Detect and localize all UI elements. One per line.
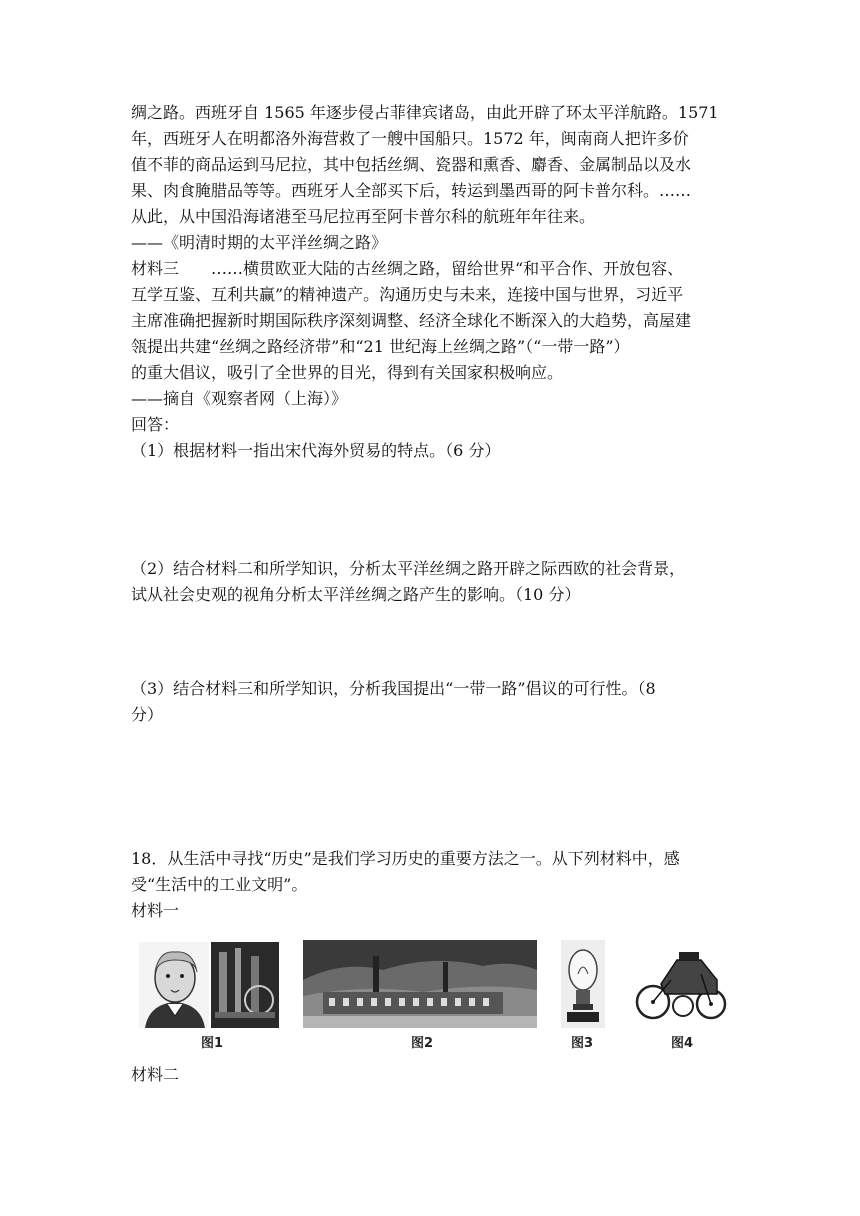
figure-3-image [561, 940, 605, 1028]
material-two-line: 值不菲的商品运到马尼拉，其中包括丝绸、瓷器和熏香、麝香、金属制品以及水 [131, 155, 692, 174]
material-one-figures [131, 938, 731, 1051]
figure-3-caption: 图3 [571, 1036, 594, 1051]
material-two-label: 材料二 [131, 1065, 180, 1084]
material-three-line: 主席准确把握新时期国际秩序深刻调整、经济全球化不断深入的大趋势，高屋建 [131, 311, 692, 330]
figure-4-caption: 图4 [671, 1036, 694, 1051]
figure-2-image [303, 940, 537, 1028]
figure-1-caption: 图1 [201, 1036, 224, 1051]
question-2-line: （2）结合材料二和所学知识，分析太平洋丝绸之路开辟之际西欧的社会背景， [131, 559, 686, 578]
figure-1-image [139, 942, 279, 1028]
material-two-line: 果、肉食腌腊品等等。西班牙人全部买下后，转运到墨西哥的阿卡普尔科。…… [131, 181, 692, 200]
question-18-line: 18．从生活中寻找“历史”是我们学习历史的重要方法之一。从下列材料中，感 [131, 849, 680, 868]
material-three-source: ——摘自《观察者网（上海）》 [131, 389, 348, 408]
material-three-line: 的重大倡议，吸引了全世界的目光，得到有关国家积极响应。 [131, 363, 564, 382]
figure-2-caption: 图2 [411, 1036, 434, 1051]
material-two-line: 绸之路。西班牙自 1565 年逐步侵占菲律宾诸岛，由此开辟了环太平洋航路。1571 [131, 103, 719, 122]
material-three-line: 互学互鉴、互利共赢”的精神遗产。沟通历史与未来，连接中国与世界，习近平 [131, 285, 684, 304]
question-1: （1）根据材料一指出宋代海外贸易的特点。（6 分） [131, 441, 501, 460]
material-two-line: 从此，从中国沿海诸港至马尼拉再至阿卡普尔科的航班年年往来。 [131, 207, 596, 226]
material-three-line: 瓴提出共建“丝绸之路经济带”和“21 世纪海上丝绸之路”（“一带一路”） [131, 337, 630, 356]
answer-label: 回答： [131, 415, 180, 434]
question-3-line: （3）结合材料三和所学知识，分析我国提出“一带一路”倡议的可行性。（8 [131, 679, 656, 698]
material-three-line: 材料三 ……横贯欧亚大陆的古丝绸之路，留给世界“和平合作、开放包容、 [131, 259, 684, 278]
question-3-line: 分） [131, 705, 164, 724]
material-two-line: 年，西班牙人在明都洛外海营救了一艘中国船只。1572 年，闽南商人把许多价 [131, 129, 689, 148]
figure-4-image [631, 944, 731, 1026]
question-18-line: 受“生活中的工业文明”。 [131, 875, 308, 894]
material-two-source: ——《明清时期的太平洋丝绸之路》 [131, 233, 388, 252]
material-one-label: 材料一 [131, 901, 180, 920]
question-2-line: 试从社会史观的视角分析太平洋丝绸之路产生的影响。（10 分） [131, 585, 581, 604]
